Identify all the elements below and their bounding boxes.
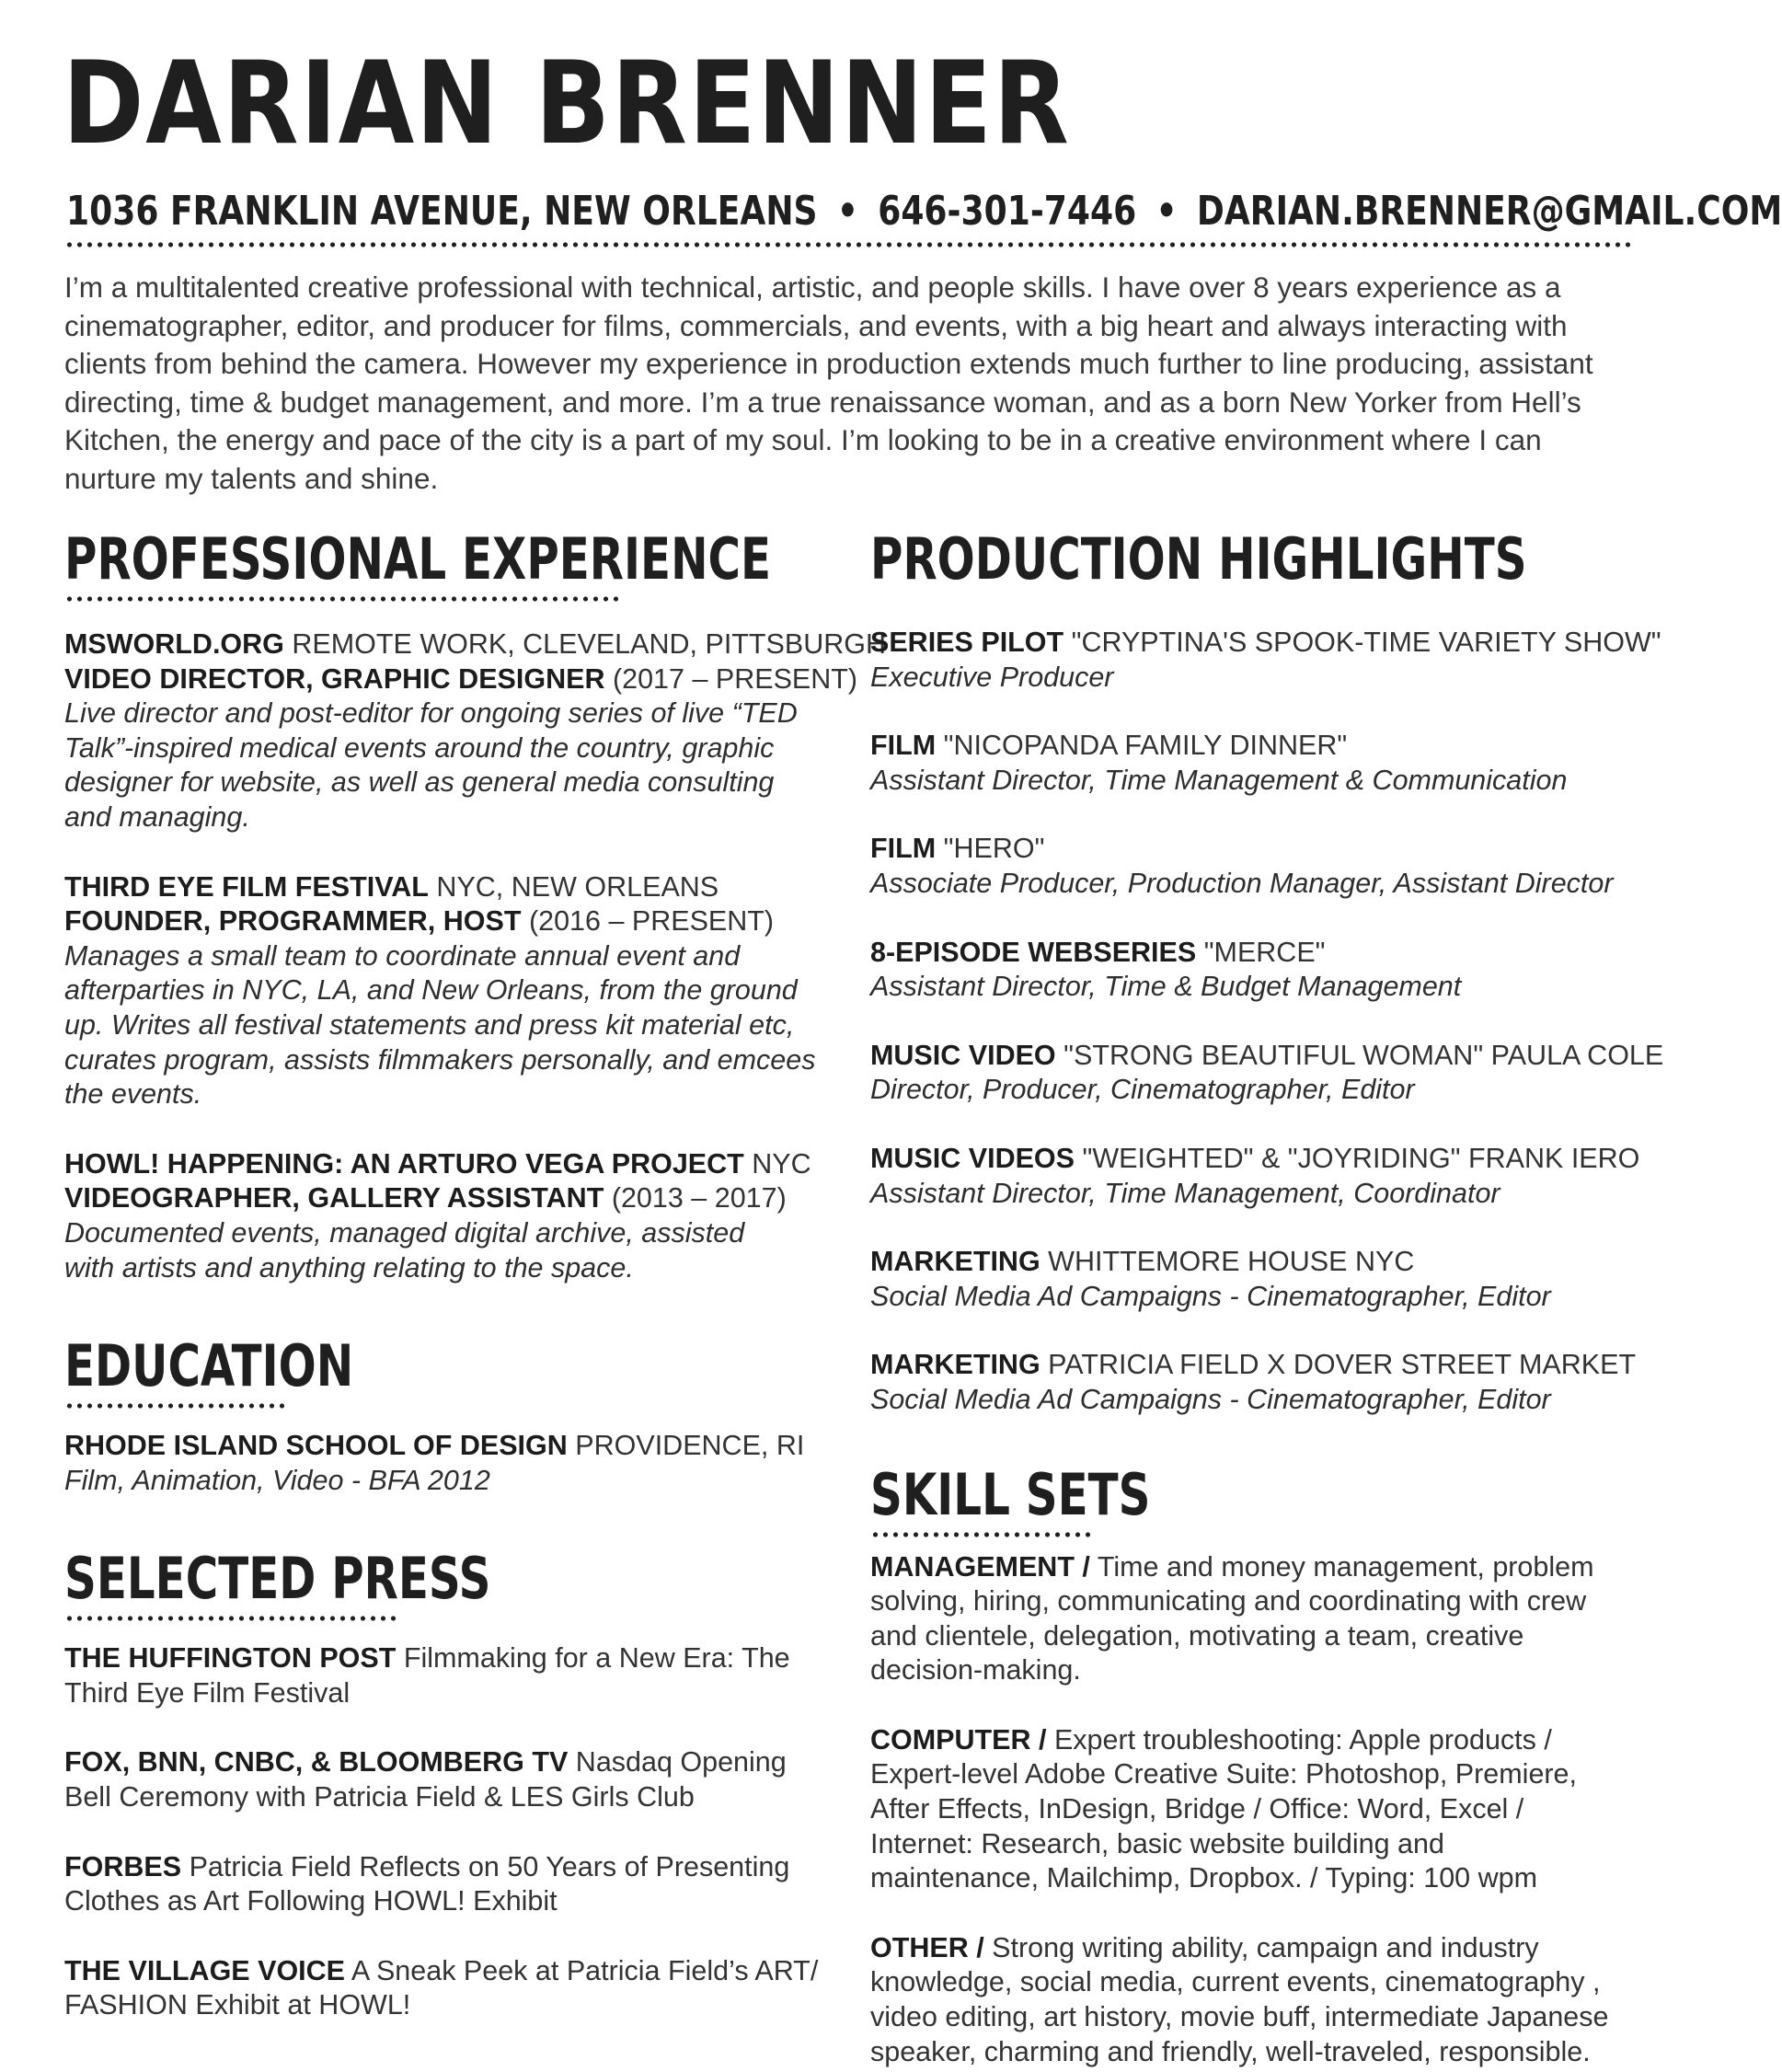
project-name: WHITTEMORE HOUSE NYC xyxy=(1040,1246,1415,1278)
press-item xyxy=(64,1641,819,1710)
section-dotted-rule xyxy=(64,1616,399,1621)
org-name: MSWORLD.ORG xyxy=(64,628,284,660)
section-dotted-rule xyxy=(64,596,620,602)
press-headline: A Sneak Peek at Patricia Field’s ART/ FASHION Exhibit at HOWL! xyxy=(64,1954,819,2021)
project-name: "NICOPANDA FAMILY DINNER" xyxy=(936,730,1348,762)
highlight-item xyxy=(870,1245,1634,1314)
skills-section xyxy=(870,1460,1634,2070)
role-dates: (2017 – PRESENT) xyxy=(604,662,858,695)
project-type: FILM xyxy=(870,833,937,865)
role-description: Manages a small team to coordinate annual event and afterparties in NYC, LA, and New Orleans, from the ground up. Writes all festival statements and press kit material etc, curates program, assists filmmakers personally, and emcees the events. xyxy=(64,939,816,1111)
project-type: FILM xyxy=(870,730,937,762)
role-title: VIDEOGRAPHER, GALLERY ASSISTANT xyxy=(64,1182,604,1214)
highlight-item xyxy=(870,1348,1637,1417)
project-name: "CRYPTINA'S SPOOK-TIME VARIETY SHOW" xyxy=(1063,627,1661,658)
skill-label: COMPUTER / xyxy=(870,1723,1047,1755)
school-name: RHODE ISLAND SCHOOL OF DESIGN xyxy=(64,1430,568,1462)
section-dotted-rule xyxy=(64,1403,289,1409)
role-dates: (2016 – PRESENT) xyxy=(521,905,775,938)
project-roles: Social Media Ad Campaigns - Cinematographer, Editor xyxy=(870,1383,1551,1415)
project-name: "WEIGHTED" & "JOYRIDING" FRANK IERO xyxy=(1075,1142,1640,1174)
highlights-section xyxy=(870,524,1664,1418)
education-section xyxy=(64,1331,846,1498)
email-link[interactable]: DARIAN.BRENNER@GMAIL.COM xyxy=(1196,188,1782,235)
project-roles: Executive Producer xyxy=(870,661,1114,693)
press-headline: Filmmaking for a New Era: The Third Eye Film Festival xyxy=(64,1642,790,1709)
skill-label: MANAGEMENT / xyxy=(870,1550,1090,1583)
degree-text: Film, Animation, Video - BFA 2012 xyxy=(64,1464,490,1496)
project-roles: Social Media Ad Campaigns - Cinematographer, Editor xyxy=(870,1280,1551,1312)
left-column xyxy=(64,524,887,2023)
skill-label: OTHER / xyxy=(870,1931,984,1963)
section-title-highlights: PRODUCTION HIGHLIGHTS xyxy=(870,525,1527,593)
skill-text: Strong writing ability, campaign and industry knowledge, social media, current events, cinematography , video editing, art history, movie buff, intermediate Japanese speaker, charming and friendly, well-traveled, responsible. xyxy=(870,1931,1609,2067)
role-dates: (2013 – 2017) xyxy=(604,1182,787,1214)
highlight-item xyxy=(870,832,1634,901)
summary-paragraph: I’m a multitalented creative professional with technical, artistic, and people skills. I have over 8 years experience as a cinematographer, editor, and producer for films, commercials, and events, with a big heart and always interacting with clients from behind the camera. However my experience in production extends much further to line producing, assistant directing, time & budget management, and more. I’m a true renaissance woman, and as a born New Yorker from Hell’s Kitchen, the energy and pace of the city is a part of my soul. I’m looking to be in a creative environment where I can nurture my talents and shine. xyxy=(64,271,1593,495)
press-outlet: THE VILLAGE VOICE xyxy=(64,1954,346,1986)
skill-item xyxy=(870,1723,1615,1896)
header-dotted-rule xyxy=(64,242,1632,247)
experience-item xyxy=(64,1147,846,1285)
role-title: FOUNDER, PROGRAMMER, HOST xyxy=(64,905,522,938)
project-type: 8-EPISODE WEBSERIES xyxy=(870,936,1197,968)
project-type: MARKETING xyxy=(870,1349,1040,1381)
project-roles: Associate Producer, Production Manager, Assistant Director xyxy=(870,867,1614,899)
right-column xyxy=(870,524,1664,2069)
press-headline: Nasdaq Opening Bell Ceremony with Patricia Field & LES Girls Club xyxy=(64,1746,787,1813)
press-headline: Patricia Field Reflects on 50 Years of Presenting Clothes as Art Following HOWL! Exhibit xyxy=(64,1850,790,1917)
role-description: Live director and post-editor for ongoing series of live “TED Talk”-inspired medical events around the country, graphic designer for website, as well as general media consulting and managing. xyxy=(64,697,798,833)
org-location: NYC, NEW ORLEANS xyxy=(428,870,719,903)
press-section xyxy=(64,1544,846,2023)
role-title: VIDEO DIRECTOR, GRAPHIC DESIGNER xyxy=(64,662,605,695)
project-type: MUSIC VIDEOS xyxy=(870,1142,1075,1174)
experience-item xyxy=(64,870,846,1112)
press-outlet: FOX, BNN, CNBC, & BLOOMBERG TV xyxy=(64,1746,569,1778)
section-title-press: SELECTED PRESS xyxy=(64,1545,491,1613)
org-location: NYC xyxy=(743,1147,811,1180)
project-type: SERIES PILOT xyxy=(870,627,1064,658)
project-name: "STRONG BEAUTIFUL WOMAN" PAULA COLE xyxy=(1055,1039,1664,1071)
separator-dot: • xyxy=(836,188,858,235)
contact-line xyxy=(66,186,1782,237)
project-roles: Assistant Director, Time & Budget Management xyxy=(870,971,1462,1003)
experience-section xyxy=(64,524,887,1285)
org-location: REMOTE WORK, CLEVELAND, PITTSBURGH xyxy=(283,628,887,660)
org-name: THIRD EYE FILM FESTIVAL xyxy=(64,870,429,903)
project-roles: Director, Producer, Cinematographer, Editor xyxy=(870,1074,1415,1106)
highlight-item xyxy=(870,936,1634,1005)
project-roles: Assistant Director, Time Management, Coordinator xyxy=(870,1177,1500,1209)
address-text: 1036 FRANKLIN AVENUE, NEW ORLEANS xyxy=(66,188,818,235)
phone-text: 646-301-7446 xyxy=(878,188,1137,235)
highlight-item xyxy=(870,729,1634,798)
press-outlet: THE HUFFINGTON POST xyxy=(64,1642,397,1675)
skill-item xyxy=(870,1931,1634,2069)
highlight-item xyxy=(870,1039,1664,1108)
highlight-item xyxy=(870,1142,1640,1211)
applicant-name: DARIAN BRENNER xyxy=(63,38,1071,170)
experience-item xyxy=(64,627,887,835)
project-type: MARKETING xyxy=(870,1246,1040,1278)
section-title-education: EDUCATION xyxy=(64,1332,354,1400)
skill-text: Expert troubleshooting: Apple products / Expert-level Adobe Creative Suite: Photoshop, Premiere, After Effects, InDesign, Bridge / Office: Word, Excel / Internet: Research, basic website building and maintenance, Mailchimp, Dropbox. / Typing: 100 wpm xyxy=(870,1723,1577,1894)
press-item xyxy=(64,1954,819,2023)
skill-text: Time and money management, problem solving, hiring, communicating and coordinating with crew and clientele, delegation, motivating a team, creative decision-making. xyxy=(870,1550,1594,1686)
education-item xyxy=(64,1429,846,1498)
project-name: PATRICIA FIELD X DOVER STREET MARKET xyxy=(1040,1349,1637,1381)
org-name: HOWL! HAPPENING: AN ARTURO VEGA PROJECT xyxy=(64,1147,744,1180)
section-title-experience: PROFESSIONAL EXPERIENCE xyxy=(64,525,772,593)
press-item xyxy=(64,1745,819,1814)
project-name: "HERO" xyxy=(936,833,1045,865)
project-type: MUSIC VIDEO xyxy=(870,1039,1056,1071)
project-name: "MERCE" xyxy=(1196,936,1326,968)
press-outlet: FORBES xyxy=(64,1850,182,1882)
role-description: Documented events, managed digital archive, assisted with artists and anything relating to the space. xyxy=(64,1216,745,1283)
press-item xyxy=(64,1850,819,1919)
section-dotted-rule xyxy=(870,1532,1095,1537)
highlight-item xyxy=(870,626,1661,695)
school-location: PROVIDENCE, RI xyxy=(567,1430,805,1462)
skill-item xyxy=(870,1550,1615,1688)
project-roles: Assistant Director, Time Management & Communication xyxy=(870,764,1568,796)
separator-dot: • xyxy=(1155,188,1178,235)
section-title-skills: SKILL SETS xyxy=(870,1460,1151,1528)
